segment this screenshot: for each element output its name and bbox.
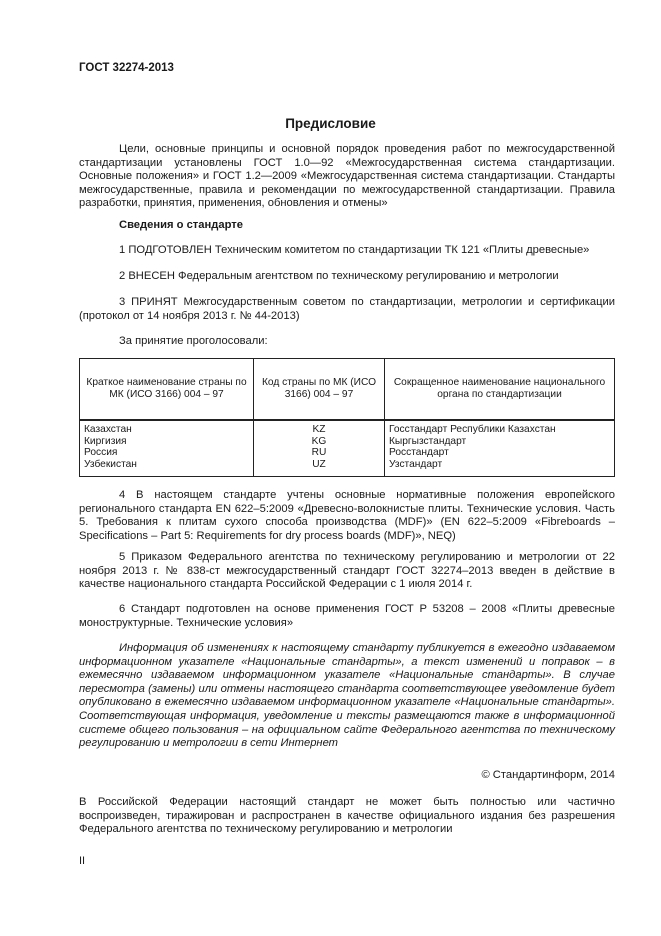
legal-notice: В Российской Федерации настоящий стандарт не может быть полностью или частично воспроизведен, тиражирован и распространен в качестве официального издания без разрешения Федерального агентства по техническому регулированию и метрологии <box>79 796 615 836</box>
country-code: UZ <box>312 458 326 470</box>
item-4: 4 В настоящем стандарте учтены основные нормативные положения европейского регионального стандарта EN 622–5:2009 «Древесно-волокнистые плиты. Технические условия. Часть 5. Требования к плитам сухого способа производства (MDF)» (EN 622–5:2009 «Fibreboards – Specifications – Part 5: Requirements for dry process boards (MDF)», NEQ) <box>79 489 615 542</box>
body-cell <box>385 420 615 477</box>
standards-body: Росстандарт <box>389 447 449 459</box>
item-6: 6 Стандарт подготовлен на основе применения ГОСТ Р 53208 – 2008 «Плиты древесные моноструктурные. Технические условия» <box>79 603 615 629</box>
item-5: 5 Приказом Федерального агентства по техническому регулированию и метрологии от 22 ноября 2013 г. № 838-ст межгосударственный стандарт ГОСТ 32274–2013 введен в действие в качестве национального стандарта Российской Федерации с 1 июля 2014 г. <box>79 551 615 591</box>
table-row <box>80 420 615 477</box>
standards-body: Кыргызстандарт <box>389 435 467 447</box>
country-name: Узбекистан <box>84 458 137 470</box>
country-code: KZ <box>312 424 326 435</box>
table-header-country: Краткое наименование страны по МК (ИСО 3166) 004 – 97 <box>80 359 254 421</box>
country-name: Киргизия <box>84 435 127 447</box>
voted-label: За принятие проголосовали: <box>119 335 268 347</box>
intro-paragraph: Цели, основные принципы и основной порядок проведения работ по межгосударственной стандартизации установлены ГОСТ 1.0—92 «Межгосударственная система стандартизации. Основные положения» и ГОСТ 1.2—2009 «Межгосударственная система стандартизации. Стандарты межгосударственные, правила и рекомендации по межгосударственной стандартизации. Правила разработки, принятия, применения, обновления и отмены» <box>79 143 615 210</box>
item-2: 2 ВНЕСЕН Федеральным агентством по техническому регулированию и метрологии <box>119 270 559 282</box>
item-1: 1 ПОДГОТОВЛЕН Техническим комитетом по стандартизации ТК 121 «Плиты древесные» <box>119 244 590 256</box>
page-number: II <box>79 855 86 867</box>
table-header-body: Сокращенное наименование национального органа по стандартизации <box>385 359 615 421</box>
country-name: Казахстан <box>84 424 132 435</box>
section-heading: Сведения о стандарте <box>119 219 243 231</box>
country-name: Россия <box>84 447 118 459</box>
country-code: KG <box>311 435 327 447</box>
table-header-code: Код страны по МК (ИСО 3166) 004 – 97 <box>254 359 385 421</box>
document-code: ГОСТ 32274-2013 <box>79 62 174 74</box>
table-header-row <box>80 359 615 421</box>
code-cell <box>254 420 385 477</box>
voting-table <box>79 358 615 477</box>
item-3: 3 ПРИНЯТ Межгосударственным советом по стандартизации, метрологии и сертификации (протокол от 14 ноября 2013 г. № 44-2013) <box>79 296 615 322</box>
standards-body: Госстандарт Республики Казахстан <box>389 424 556 435</box>
country-code: RU <box>311 447 327 459</box>
info-note: Информация об изменениях к настоящему стандарту публикуется в ежегодно издаваемом информационном указателе «Национальные стандарты», а текст изменений и поправок – в ежемесячно издаваемом информационном указателе «Национальные стандарты». В случае пересмотра (замены) или отмены настоящего стандарта соответствующее уведомление будет опубликовано в ежемесячно издаваемом информационном указателе «Национальные стандарты». Соответствующая информация, уведомление и тексты размещаются также в информационной системе общего пользования – на официальном сайте Федерального агентства по техническому регулированию и метрологии в сети Интернет <box>79 642 615 750</box>
copyright: © Стандартинформ, 2014 <box>481 769 615 781</box>
standards-body: Узстандарт <box>389 458 443 470</box>
country-cell <box>80 420 254 477</box>
page-title: Предисловие <box>285 116 376 131</box>
